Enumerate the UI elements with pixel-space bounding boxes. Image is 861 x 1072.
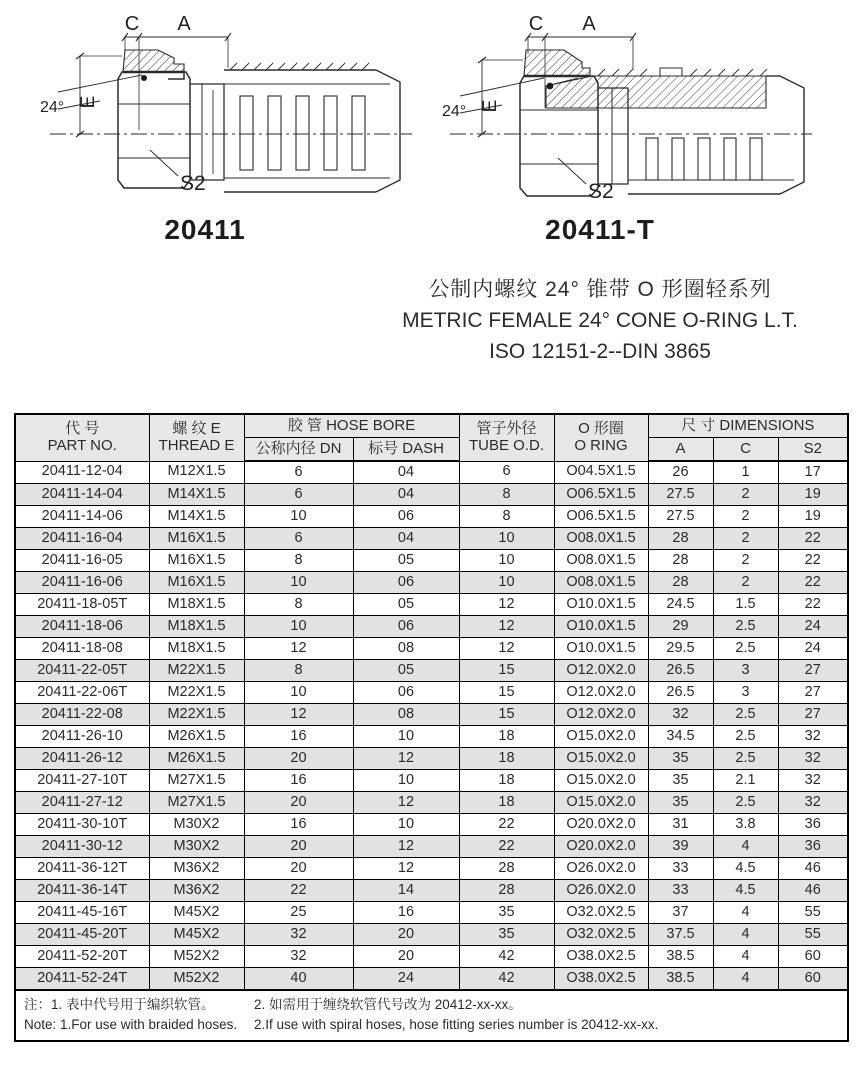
cell-part-no: 20411-27-12 — [15, 792, 149, 814]
cell-dim-a: 38.5 — [648, 946, 713, 968]
table-row — [15, 946, 848, 968]
cell-dim-s2: 46 — [778, 880, 848, 902]
s2-label: S2 — [588, 180, 614, 203]
col-header-dimensions: 尺 寸 DIMENSIONS — [648, 414, 848, 438]
cell-dim-a: 26.5 — [648, 660, 713, 682]
cell-part-no: 20411-12-04 — [15, 461, 149, 484]
cell-part-no: 20411-14-04 — [15, 484, 149, 506]
cell-dim-c: 4 — [713, 924, 778, 946]
cell-dim-a: 38.5 — [648, 968, 713, 991]
table-row — [15, 660, 848, 682]
cell-thread: M26X1.5 — [149, 726, 244, 748]
cell-o-ring: O20.0X2.0 — [554, 814, 648, 836]
cell-o-ring: O10.0X1.5 — [554, 616, 648, 638]
cell-dash: 04 — [353, 528, 459, 550]
cell-o-ring: O26.0X2.0 — [554, 858, 648, 880]
o-ring-dot — [547, 83, 554, 90]
cell-part-no: 20411-52-20T — [15, 946, 149, 968]
spec-table — [14, 413, 849, 1042]
cell-thread: M18X1.5 — [149, 616, 244, 638]
cell-dim-a: 29.5 — [648, 638, 713, 660]
cell-thread: M36X2 — [149, 858, 244, 880]
cell-thread: M22X1.5 — [149, 682, 244, 704]
cell-dash: 10 — [353, 770, 459, 792]
cell-tube-od: 12 — [459, 594, 554, 616]
cell-o-ring: O12.0X2.0 — [554, 682, 648, 704]
cell-dash: 12 — [353, 858, 459, 880]
nut-cap-section — [524, 50, 590, 76]
cell-thread: M27X1.5 — [149, 792, 244, 814]
cell-o-ring: O06.5X1.5 — [554, 506, 648, 528]
cell-dim-a: 31 — [648, 814, 713, 836]
cell-dash: 10 — [353, 726, 459, 748]
cell-tube-od: 15 — [459, 682, 554, 704]
cell-dn: 40 — [244, 968, 353, 991]
cell-dim-s2: 22 — [778, 572, 848, 594]
cell-part-no: 20411-18-06 — [15, 616, 149, 638]
cell-dash: 04 — [353, 484, 459, 506]
cell-dim-s2: 60 — [778, 968, 848, 991]
cell-dash: 06 — [353, 616, 459, 638]
cell-part-no: 20411-27-10T — [15, 770, 149, 792]
cell-thread: M16X1.5 — [149, 550, 244, 572]
barb-ribs — [240, 96, 365, 170]
cell-dash: 14 — [353, 880, 459, 902]
dim-label-a: A — [582, 13, 596, 35]
heading-line-en: METRIC FEMALE 24° CONE O-RING L.T. — [402, 309, 798, 332]
cell-dim-a: 34.5 — [648, 726, 713, 748]
table-row — [15, 682, 848, 704]
cell-dim-c: 2.5 — [713, 704, 778, 726]
cell-dn: 10 — [244, 506, 353, 528]
cell-dim-s2: 19 — [778, 506, 848, 528]
cell-dim-a: 27.5 — [648, 506, 713, 528]
cell-thread: M27X1.5 — [149, 770, 244, 792]
cell-o-ring: O08.0X1.5 — [554, 572, 648, 594]
col-header-dn: 公称内径 DN — [244, 438, 353, 462]
cell-part-no: 20411-16-05 — [15, 550, 149, 572]
serration-marks — [230, 63, 369, 70]
cell-dim-a: 35 — [648, 748, 713, 770]
cell-dash: 04 — [353, 461, 459, 484]
cell-thread: M18X1.5 — [149, 594, 244, 616]
cell-tube-od: 12 — [459, 616, 554, 638]
cell-dim-c: 2.1 — [713, 770, 778, 792]
table-row — [15, 770, 848, 792]
cell-tube-od: 8 — [459, 484, 554, 506]
cell-dn: 8 — [244, 594, 353, 616]
angle-label: 24° — [442, 103, 467, 120]
cell-o-ring: O15.0X2.0 — [554, 748, 648, 770]
cell-dash: 16 — [353, 902, 459, 924]
cell-thread: M45X2 — [149, 924, 244, 946]
cell-dn: 10 — [244, 572, 353, 594]
table-row — [15, 726, 848, 748]
cell-tube-od: 18 — [459, 770, 554, 792]
cell-dim-s2: 32 — [778, 726, 848, 748]
cell-dash: 05 — [353, 660, 459, 682]
cell-part-no: 20411-14-06 — [15, 506, 149, 528]
cell-part-no: 20411-36-14T — [15, 880, 149, 902]
cell-dim-s2: 36 — [778, 814, 848, 836]
cell-dim-s2: 32 — [778, 770, 848, 792]
cell-dn: 6 — [244, 528, 353, 550]
cell-o-ring: O32.0X2.5 — [554, 902, 648, 924]
cell-o-ring: O26.0X2.0 — [554, 880, 648, 902]
cell-dim-c: 2 — [713, 528, 778, 550]
cell-dash: 20 — [353, 946, 459, 968]
cell-thread: M22X1.5 — [149, 660, 244, 682]
cell-dim-s2: 36 — [778, 836, 848, 858]
cell-thread: M22X1.5 — [149, 704, 244, 726]
cell-thread: M18X1.5 — [149, 638, 244, 660]
cell-part-no: 20411-30-12 — [15, 836, 149, 858]
cell-tube-od: 18 — [459, 726, 554, 748]
cell-dash: 05 — [353, 594, 459, 616]
cell-o-ring: O10.0X1.5 — [554, 638, 648, 660]
cell-dim-c: 4.5 — [713, 880, 778, 902]
fitting-side-view — [28, 12, 428, 224]
cell-o-ring: O08.0X1.5 — [554, 528, 648, 550]
dim-label-e: E — [480, 99, 501, 113]
cell-dn: 22 — [244, 880, 353, 902]
cell-dim-c: 3 — [713, 660, 778, 682]
cell-dim-s2: 22 — [778, 528, 848, 550]
spec-table-body — [15, 461, 848, 990]
cell-dim-c: 3.8 — [713, 814, 778, 836]
cell-dim-c: 4.5 — [713, 858, 778, 880]
cell-dn: 32 — [244, 946, 353, 968]
cell-thread: M16X1.5 — [149, 572, 244, 594]
collar — [190, 84, 224, 180]
cell-thread: M14X1.5 — [149, 484, 244, 506]
cell-part-no: 20411-30-10T — [15, 814, 149, 836]
table-row — [15, 814, 848, 836]
table-row — [15, 748, 848, 770]
cell-tube-od: 6 — [459, 461, 554, 484]
cell-dn: 20 — [244, 792, 353, 814]
cell-thread: M16X1.5 — [149, 528, 244, 550]
cell-part-no: 20411-18-08 — [15, 638, 149, 660]
dim-label-a: A — [177, 13, 191, 35]
cell-dash: 06 — [353, 682, 459, 704]
col-header-a: A — [648, 438, 713, 462]
cell-dim-c: 2 — [713, 550, 778, 572]
cell-o-ring: O15.0X2.0 — [554, 726, 648, 748]
cell-dash: 08 — [353, 638, 459, 660]
dim-label-e: E — [78, 95, 99, 109]
cell-o-ring: O15.0X2.0 — [554, 770, 648, 792]
cell-dim-s2: 60 — [778, 946, 848, 968]
cell-part-no: 20411-16-06 — [15, 572, 149, 594]
cell-o-ring: O20.0X2.0 — [554, 836, 648, 858]
cell-dash: 24 — [353, 968, 459, 991]
heading-line-zh: 公制内螺纹 24° 锥带 O 形圈轻系列 — [428, 278, 772, 301]
cell-dim-s2: 32 — [778, 792, 848, 814]
cell-o-ring: O10.0X1.5 — [554, 594, 648, 616]
barb-ribs — [646, 138, 762, 180]
col-header-tube-od: 管子外径 TUBE O.D. — [459, 414, 554, 461]
cell-tube-od: 42 — [459, 968, 554, 991]
cell-dim-a: 28 — [648, 572, 713, 594]
col-header-thread: 螺 纹 E THREAD E — [149, 414, 244, 461]
dim-label-c: C — [528, 13, 544, 35]
cell-dim-a: 39 — [648, 836, 713, 858]
cell-dim-s2: 32 — [778, 748, 848, 770]
cell-tube-od: 28 — [459, 858, 554, 880]
col-header-s2: S2 — [778, 438, 848, 462]
cell-tube-od: 15 — [459, 660, 554, 682]
cell-part-no: 20411-16-04 — [15, 528, 149, 550]
cell-dash: 10 — [353, 814, 459, 836]
cell-dim-a: 29 — [648, 616, 713, 638]
cell-dim-c: 4 — [713, 902, 778, 924]
table-row — [15, 792, 848, 814]
cell-dim-c: 4 — [713, 946, 778, 968]
cell-dim-a: 32 — [648, 704, 713, 726]
cell-tube-od: 10 — [459, 572, 554, 594]
cell-dim-c: 1.5 — [713, 594, 778, 616]
cell-part-no: 20411-22-05T — [15, 660, 149, 682]
table-row — [15, 902, 848, 924]
cell-dim-a: 37.5 — [648, 924, 713, 946]
cell-dim-s2: 19 — [778, 484, 848, 506]
cell-o-ring: O15.0X2.0 — [554, 792, 648, 814]
cell-dash: 12 — [353, 836, 459, 858]
hex-nut — [118, 72, 190, 188]
o-ring-dot — [141, 75, 147, 81]
cell-dn: 20 — [244, 858, 353, 880]
cell-part-no: 20411-26-12 — [15, 748, 149, 770]
cell-dim-s2: 17 — [778, 461, 848, 484]
cell-tube-od: 18 — [459, 748, 554, 770]
drawing-title-20411: 20411 — [164, 214, 246, 245]
cell-dim-a: 26 — [648, 461, 713, 484]
cell-dim-c: 2 — [713, 484, 778, 506]
cell-o-ring: O12.0X2.0 — [554, 704, 648, 726]
nut-cap-section — [123, 50, 184, 72]
cell-o-ring: O38.0X2.5 — [554, 946, 648, 968]
table-row — [15, 836, 848, 858]
table-row — [15, 528, 848, 550]
cell-dn: 16 — [244, 726, 353, 748]
cell-dim-s2: 55 — [778, 902, 848, 924]
s2-label: S2 — [180, 172, 206, 195]
cell-dim-c: 1 — [713, 461, 778, 484]
cell-part-no: 20411-18-05T — [15, 594, 149, 616]
cell-dim-c: 2.5 — [713, 726, 778, 748]
cell-tube-od: 28 — [459, 880, 554, 902]
cell-dn: 16 — [244, 814, 353, 836]
table-row — [15, 506, 848, 528]
cell-dn: 32 — [244, 924, 353, 946]
note-line-zh: 注：1. 表中代号用于编织软管。 2. 如需用于缠绕软管代号改为 20412-xx-xx。 — [24, 997, 522, 1012]
cell-dn: 20 — [244, 836, 353, 858]
cell-tube-od: 35 — [459, 902, 554, 924]
cell-dim-s2: 55 — [778, 924, 848, 946]
cell-part-no: 20411-45-20T — [15, 924, 149, 946]
cell-dn: 8 — [244, 660, 353, 682]
cell-dim-a: 28 — [648, 528, 713, 550]
cell-part-no: 20411-45-16T — [15, 902, 149, 924]
table-row — [15, 550, 848, 572]
cell-dn: 6 — [244, 461, 353, 484]
cell-dim-s2: 46 — [778, 858, 848, 880]
cell-tube-od: 15 — [459, 704, 554, 726]
cell-tube-od: 35 — [459, 924, 554, 946]
cell-tube-od: 42 — [459, 946, 554, 968]
cell-thread: M26X1.5 — [149, 748, 244, 770]
cell-dim-s2: 22 — [778, 594, 848, 616]
cell-part-no: 20411-52-24T — [15, 968, 149, 991]
cell-thread: M36X2 — [149, 880, 244, 902]
table-row — [15, 461, 848, 484]
cell-dn: 12 — [244, 704, 353, 726]
dim-label-c: C — [124, 13, 140, 35]
cell-part-no: 20411-36-12T — [15, 858, 149, 880]
cell-thread: M30X2 — [149, 836, 244, 858]
cell-part-no: 20411-22-08 — [15, 704, 149, 726]
cell-dash: 08 — [353, 704, 459, 726]
cell-dn: 20 — [244, 748, 353, 770]
table-row — [15, 880, 848, 902]
cell-o-ring: O04.5X1.5 — [554, 461, 648, 484]
cell-dim-c: 2.5 — [713, 638, 778, 660]
cell-tube-od: 10 — [459, 550, 554, 572]
heading-line-standard: ISO 12151-2--DIN 3865 — [489, 340, 711, 363]
drawing-20411 — [28, 12, 428, 229]
cell-dash: 12 — [353, 792, 459, 814]
cell-dim-a: 33 — [648, 880, 713, 902]
cell-dim-c: 4 — [713, 968, 778, 991]
table-row — [15, 572, 848, 594]
cell-dim-s2: 27 — [778, 682, 848, 704]
cell-tube-od: 12 — [459, 638, 554, 660]
note-line-en: Note: 1.For use with braided hoses. 2.If use with spiral hoses, hose fitting series number is 20412-xx-xx. — [24, 1017, 659, 1032]
cell-part-no: 20411-26-10 — [15, 726, 149, 748]
cell-dim-c: 2.5 — [713, 616, 778, 638]
drawing-20411-t — [428, 12, 828, 229]
angle-label: 24° — [40, 99, 65, 116]
cell-dash: 06 — [353, 572, 459, 594]
cell-o-ring: O08.0X1.5 — [554, 550, 648, 572]
cell-dim-a: 28 — [648, 550, 713, 572]
col-header-hose-bore: 胶 管 HOSE BORE — [244, 414, 459, 438]
cell-dim-s2: 27 — [778, 704, 848, 726]
cell-dim-a: 35 — [648, 770, 713, 792]
table-row — [15, 858, 848, 880]
cell-o-ring: O32.0X2.5 — [554, 924, 648, 946]
cell-dash: 12 — [353, 748, 459, 770]
table-row — [15, 616, 848, 638]
cell-dn: 6 — [244, 484, 353, 506]
table-row — [15, 638, 848, 660]
cell-dn: 25 — [244, 902, 353, 924]
cell-dim-s2: 24 — [778, 638, 848, 660]
col-header-dash: 标号 DASH — [353, 438, 459, 462]
cell-thread: M14X1.5 — [149, 506, 244, 528]
cell-tube-od: 10 — [459, 528, 554, 550]
col-header-c: C — [713, 438, 778, 462]
cell-dim-c: 2.5 — [713, 748, 778, 770]
cell-dim-a: 33 — [648, 858, 713, 880]
cell-dim-s2: 24 — [778, 616, 848, 638]
cell-dim-a: 24.5 — [648, 594, 713, 616]
cell-o-ring: O12.0X2.0 — [554, 660, 648, 682]
cell-dash: 06 — [353, 506, 459, 528]
cell-part-no: 20411-22-06T — [15, 682, 149, 704]
table-row — [15, 704, 848, 726]
cell-o-ring: O06.5X1.5 — [554, 484, 648, 506]
cell-thread: M45X2 — [149, 902, 244, 924]
cell-dim-c: 2.5 — [713, 792, 778, 814]
table-row — [15, 924, 848, 946]
col-header-o-ring: O 形圈 O RING — [554, 414, 648, 461]
cell-dim-c: 2 — [713, 506, 778, 528]
cell-tube-od: 18 — [459, 792, 554, 814]
cell-dim-s2: 22 — [778, 550, 848, 572]
cell-dim-a: 37 — [648, 902, 713, 924]
fitting-section-view — [428, 12, 828, 224]
cell-dn: 8 — [244, 550, 353, 572]
cell-tube-od: 8 — [459, 506, 554, 528]
cell-o-ring: O38.0X2.5 — [554, 968, 648, 991]
cell-dn: 10 — [244, 616, 353, 638]
cell-dn: 16 — [244, 770, 353, 792]
table-notes — [15, 990, 848, 1041]
series-heading — [340, 274, 860, 367]
cell-dn: 10 — [244, 682, 353, 704]
cell-dim-a: 35 — [648, 792, 713, 814]
cell-tube-od: 22 — [459, 814, 554, 836]
cell-thread: M12X1.5 — [149, 461, 244, 484]
tube-wall-section — [546, 76, 766, 108]
cell-thread: M52X2 — [149, 946, 244, 968]
cell-dash: 20 — [353, 924, 459, 946]
cell-thread: M52X2 — [149, 968, 244, 991]
drawing-title-20411-t: 20411-T — [545, 214, 655, 245]
cell-dim-c: 4 — [713, 836, 778, 858]
cell-thread: M30X2 — [149, 814, 244, 836]
table-row — [15, 484, 848, 506]
col-header-part-no: 代 号 PART NO. — [15, 414, 149, 461]
table-row — [15, 968, 848, 991]
cell-dim-a: 27.5 — [648, 484, 713, 506]
cell-tube-od: 22 — [459, 836, 554, 858]
cell-dim-a: 26.5 — [648, 682, 713, 704]
cell-dash: 05 — [353, 550, 459, 572]
cell-dim-c: 2 — [713, 572, 778, 594]
table-row — [15, 594, 848, 616]
cell-dn: 12 — [244, 638, 353, 660]
cell-dim-s2: 27 — [778, 660, 848, 682]
cell-dim-c: 3 — [713, 682, 778, 704]
